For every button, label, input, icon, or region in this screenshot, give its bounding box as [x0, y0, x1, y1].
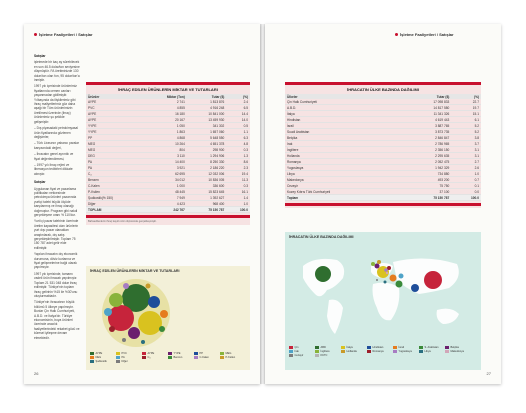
table-cell: PP: [86, 135, 143, 141]
table-cell: 1 942 329: [402, 165, 451, 171]
legend-item: [315, 354, 337, 357]
right-page-header: [395, 32, 454, 37]
table-cell: Makedonya: [285, 177, 402, 183]
table-cell: 2 186 220: [187, 165, 226, 171]
table-cell: 0.5: [226, 123, 250, 129]
legend-label: Hollanda: [346, 350, 357, 353]
table-cell: 4 868: [143, 135, 187, 141]
legend-item: [90, 352, 112, 355]
table-cell: Hollanda: [285, 153, 402, 159]
left-body-text: [34, 50, 80, 342]
table-bottom-bar: [86, 215, 250, 218]
legend-label: Hindistan: [372, 346, 384, 349]
legend-item: [341, 346, 363, 349]
table-cell: Belçika: [285, 135, 402, 141]
table-cell: 0.0: [451, 189, 481, 195]
table-cell: 75 750: [402, 183, 451, 189]
table-cell: 3 873 735: [402, 129, 451, 135]
table-cell: 0.3: [226, 183, 250, 189]
table-cell: AYPE: [86, 117, 143, 123]
legend-swatch: [90, 352, 94, 355]
legend-label: Irak: [294, 350, 299, 353]
left-page: [24, 24, 260, 384]
marker-usa: [315, 266, 331, 282]
legend-label: Benzen: [173, 356, 183, 359]
table-cell: 336 600: [187, 183, 226, 189]
table-cell: 2.7: [451, 159, 481, 165]
legend-swatch: [116, 352, 120, 355]
legend-label: Libya: [424, 350, 431, 353]
table-cell: 2.3: [226, 165, 250, 171]
table-cell: 17 098 833: [402, 99, 451, 105]
table-cell: 1 000: [143, 183, 187, 189]
paragraph: işletmede bir kaç ay sürebilecek en son 46.5 dolar/ton seviyesine düşmüştür. FA üretiminizde 130 dolar/ton olan fon, 95 dolar/ton'a inmiştir.: [34, 60, 80, 83]
table-cell: 100.0: [451, 195, 481, 201]
legend-swatch: [315, 354, 319, 357]
table-cell: İsrail: [285, 123, 402, 129]
table-cell: PVC: [86, 105, 143, 111]
legend-swatch: [367, 350, 371, 353]
legend-item: [194, 356, 216, 359]
legend-swatch: [220, 352, 224, 355]
legend-label: KKTC: [320, 354, 328, 357]
table-cell: 4 651 378: [187, 141, 226, 147]
legend-swatch: [168, 352, 172, 355]
table-cell: A.B.D.: [285, 105, 402, 111]
bubble: [122, 338, 126, 342]
legend-label: YYPE: [173, 352, 181, 355]
paragraph: 1997 yılı içerisinde ürünlerimiz fiyatlarında cemen canları yaşanmadan gidilmiştir. Yılbaşında da ilişkilerimiz gibi ihraç maliyetlerimiz göz daha aşağı bir Tüm ürünlerimizin üretilmesi üzerinde (ihraç) ürünlerimiz şu şekilde gelişmiştir:: [34, 84, 77, 124]
legend-swatch: [90, 360, 94, 363]
table-cell: 3 887 765: [402, 123, 451, 129]
legend-label: MEG: [225, 352, 232, 355]
col-header: Miktar (Ton): [143, 94, 187, 99]
legend-label: Romanya: [372, 350, 384, 353]
table-cell: 1 050: [143, 123, 187, 129]
table-cell: 37 100: [402, 189, 451, 195]
bubble-chart-title: İHRAÇ EDİLEN ÜRÜNLERİN MİKTAR VE TUTARLARI: [90, 269, 180, 273]
country-table: [285, 94, 481, 201]
table-cell: 10 836 005: [187, 177, 226, 183]
table-cell: 2 052 475: [402, 159, 451, 165]
paragraph: – İhracatın genel ayrıntılı ve fiyat değerlendirmesi,: [34, 152, 74, 161]
legend-label: İsrail: [398, 346, 404, 349]
legend-item: [90, 356, 112, 359]
legend-item: [289, 354, 311, 357]
table-cell: 2 786 965: [402, 141, 451, 147]
table-cell: 6.5: [226, 105, 250, 111]
table-cell: AYPE: [86, 111, 143, 117]
legend-item: [367, 346, 389, 349]
marker-algeria: [376, 279, 378, 281]
legend-swatch: [116, 360, 120, 363]
legend-label: Belçika: [450, 346, 459, 349]
table-cell: 0.1: [451, 183, 481, 189]
table-cell: 1.0: [226, 201, 250, 207]
legend-item: [315, 346, 337, 349]
table-cell: İngiltere: [285, 147, 402, 153]
legend-label: PVC: [121, 352, 127, 355]
right-page-number: 27: [486, 371, 491, 376]
legend-swatch: [90, 356, 94, 359]
table-cell: 2 741: [143, 99, 187, 105]
africa-shape: [373, 283, 400, 321]
paragraph: – Dış piyasadaki petrokimyasal ürün fiyatlarında gözlenen değişimler,: [34, 126, 78, 139]
table-cell: 2 295 635: [402, 153, 451, 159]
table-cell: C₄: [86, 171, 143, 177]
bubble-chart: [86, 276, 250, 350]
marker-macedonia: [386, 272, 388, 274]
legend-item: [315, 350, 337, 353]
paragraph: – Türk Lirasının yabancı paralar karşısındaki değeri,: [34, 141, 79, 150]
table-cell: 298 900: [187, 147, 226, 153]
table-cell: 4 916 248: [187, 105, 226, 111]
table-cell: 20 167: [143, 117, 187, 123]
table-cell: 48 445: [143, 189, 187, 195]
col-header: Tutar ($): [402, 94, 451, 99]
table-cell: 3.7: [451, 141, 481, 147]
legend-item: [419, 346, 441, 349]
country-table-title: İHRACATIN ÜLKE BAZINDA DAĞILIMI: [347, 87, 419, 92]
table-cell: 10 264: [143, 141, 187, 147]
marker-uk: [371, 262, 375, 266]
legend-label: Çin: [294, 346, 299, 349]
bubble: [128, 327, 140, 339]
marker-china: [424, 271, 442, 289]
table-cell: Romanya: [285, 159, 402, 165]
legend-label: S. Arabistan: [424, 346, 439, 349]
bubble: [109, 293, 123, 307]
table-cell: 734 880: [402, 171, 451, 177]
legend-swatch: [367, 346, 371, 349]
col-header: Ürünler: [86, 94, 143, 99]
legend-label: P-Ksilen: [225, 356, 236, 359]
table-cell: MEG: [86, 141, 143, 147]
legend-swatch: [142, 352, 146, 355]
legend-item: [445, 346, 467, 349]
table-cell: 2 846 847: [402, 135, 451, 141]
table-cell: 1 294 906: [187, 153, 226, 159]
table-cell: 1 813 876: [187, 99, 226, 105]
legend-label: Şudkostik: [95, 360, 107, 363]
paragraph: 1997 yılı içerisinde, tamamı vadeli ürün ihracatı yapılmıştır. Toplam 21 531 048 dolar ihraç edilmiştir. Türkiye'nin toplam ihraç gelirinin %15 ile %30'unu oluşturmaktadır.: [34, 271, 78, 298]
marker-israel: [390, 275, 397, 282]
legend-item: [142, 356, 164, 359]
bubble: [141, 340, 145, 344]
table-cell: 3.1: [451, 153, 481, 159]
col-header: Tutar ($): [187, 94, 226, 99]
legend-item: [393, 346, 415, 349]
table-cell: YYPE: [86, 129, 143, 135]
marker-netherlands: [377, 260, 381, 264]
legend-item: [445, 350, 467, 353]
export-table: [86, 94, 250, 213]
legend-swatch: [445, 346, 449, 349]
paragraph: – 1997 yılı ihraç rejimi ve liberasyon tedbirleri dikkate alınıştır.: [34, 162, 73, 176]
table-cell: 968 400: [187, 201, 226, 207]
table-cell: C-Kalen: [86, 183, 143, 189]
table-cell: 100.0: [226, 207, 250, 213]
legend-item: [116, 360, 138, 363]
left-page-number: 26: [34, 371, 39, 376]
table-cell: Diğer: [86, 201, 143, 207]
table-cell: 14.4: [226, 111, 250, 117]
legend-item: [142, 352, 164, 355]
table-cell: 1.4: [226, 195, 250, 201]
marker-saudi: [396, 281, 403, 288]
table-cell: TOPLAM: [86, 207, 143, 213]
table-cell: MEG: [86, 147, 143, 153]
legend-label: AYPE: [95, 352, 103, 355]
legend-label: İtalya: [346, 346, 353, 349]
right-page: [265, 24, 501, 384]
map-legend: [289, 346, 479, 357]
table-cell: DEG: [86, 153, 143, 159]
table-cell: 22.7: [451, 99, 481, 105]
legend-label: Yugoslavya: [398, 350, 412, 353]
table-cell: 0.3: [226, 147, 250, 153]
table-cell: Şudkostik(% 150): [86, 195, 143, 201]
table-total-row: [285, 195, 481, 201]
legend-swatch: [315, 346, 319, 349]
table-cell: 4 855: [143, 105, 187, 111]
left-page-header: [34, 32, 93, 37]
table-cell: 2.6: [451, 165, 481, 171]
legend-item: [341, 350, 363, 353]
table-cell: 6.1: [451, 117, 481, 123]
country-table-block: [285, 82, 481, 208]
south-america-shape: [327, 300, 343, 334]
table-cell: Toplam: [285, 195, 402, 201]
legend-item: [116, 352, 138, 355]
table-cell: 3.8: [451, 135, 481, 141]
bubble-legend: [90, 352, 248, 363]
legend-label: PA: [121, 356, 125, 359]
table-cell: 2 356 150: [402, 147, 451, 153]
legend-swatch: [194, 356, 198, 359]
bubble: [138, 311, 162, 335]
table-cell: 804: [143, 147, 187, 153]
legend-label: AYPE: [147, 352, 155, 355]
legend-label: ABD: [320, 346, 326, 349]
table-cell: Libya: [285, 171, 402, 177]
legend-swatch: [315, 350, 319, 353]
table-cell: 15 823 645: [187, 189, 226, 195]
left-paragraphs-2: [34, 187, 80, 340]
bubble: [146, 284, 151, 289]
table-cell: 11 341 326: [402, 111, 451, 117]
bubble: [159, 326, 165, 332]
table-cell: Irak: [285, 141, 402, 147]
legend-swatch: [419, 346, 423, 349]
col-header: (%): [226, 94, 250, 99]
table-cell: 2.4: [226, 99, 250, 105]
bullet-icon: [34, 33, 37, 36]
table-cell: PA: [86, 165, 143, 171]
table-cell: 4.8: [226, 141, 250, 147]
table-cell: 5.2: [451, 129, 481, 135]
table-cell: Benzen: [86, 177, 143, 183]
table-cell: 16 180: [143, 111, 187, 117]
table-bottom-bar: [285, 203, 481, 206]
table-cell: 5 648 550: [187, 135, 226, 141]
table-cell: 19.4: [226, 171, 250, 177]
table-cell: 1.3: [226, 153, 250, 159]
export-table-title: İHRAÇ EDİLEN ÜRÜNLERİN MİKTAR VE TUTARLARI: [118, 87, 218, 92]
legend-swatch: [341, 346, 345, 349]
legend-swatch: [341, 350, 345, 353]
table-cell: 3 110: [143, 153, 187, 159]
legend-item: [220, 352, 242, 355]
bubble: [104, 308, 112, 316]
table-cell: 1 657 060: [187, 129, 226, 135]
col-header: Ülkeler: [285, 94, 402, 99]
legend-swatch: [289, 350, 293, 353]
legend-label: PP: [199, 352, 203, 355]
legend-item: [90, 360, 112, 363]
table-cell: 7 949: [143, 195, 187, 201]
legend-label: Makedonya: [450, 350, 464, 353]
legend-item: [367, 350, 389, 353]
table-cell: 19.7: [451, 105, 481, 111]
map-panel-title: İHRACATIN ÜLKE BAZINDA DAĞILIMI: [289, 235, 354, 239]
table-cell: 242 767: [143, 207, 187, 213]
table-cell: 5.2: [451, 123, 481, 129]
table-cell: 3 921: [143, 165, 187, 171]
marker-india: [411, 284, 419, 292]
table-cell: Kuzey Kıbrıs Türk Cumhuriyeti: [285, 189, 402, 195]
legend-swatch: [194, 352, 198, 355]
legend-swatch: [116, 356, 120, 359]
table-total-row: [86, 207, 250, 213]
world-map: [285, 244, 481, 344]
table-cell: 4 423: [143, 201, 187, 207]
table-cell: 493 200: [402, 177, 451, 183]
marker-belgium: [375, 264, 380, 269]
table-cell: Hindistan: [285, 117, 402, 123]
legend-label: C₄: [147, 356, 151, 359]
bubble: [148, 296, 160, 308]
table-cell: PA: [86, 159, 143, 165]
legend-item: [194, 352, 216, 355]
table-cell: 15.1: [451, 111, 481, 117]
export-table-note: Bahsedilenlerin ihraç kayıtlı ürün ölçüsünde gerçekleşmiştir.: [88, 220, 157, 224]
legend-label: Cezayir: [294, 354, 304, 357]
table-cell: 14.0: [226, 117, 250, 123]
table-cell: 341 302: [187, 123, 226, 129]
legend-label: İngiltere: [320, 350, 330, 353]
bullet-icon: [395, 33, 398, 36]
legend-swatch: [220, 356, 224, 359]
legend-item: [289, 346, 311, 349]
table-cell: 3.1: [451, 147, 481, 153]
bubble: [109, 326, 115, 332]
legend-item: [289, 350, 311, 353]
table-cell: 6.3: [226, 135, 250, 141]
table-cell: 8 250 330: [187, 159, 226, 165]
table-cell: AYPE: [86, 99, 143, 105]
legend-label: Diğer: [121, 360, 128, 363]
table-cell: 1.0: [451, 171, 481, 177]
table-cell: 13 459 930: [187, 117, 226, 123]
legend-item: [393, 350, 415, 353]
table-cell: 14 817 580: [402, 105, 451, 111]
table-cell: 12 032 006: [187, 171, 226, 177]
table-cell: 10 841 000: [187, 111, 226, 117]
table-cell: 75 150 787: [187, 207, 226, 213]
table-cell: 1.1: [226, 129, 250, 135]
legend-swatch: [393, 350, 397, 353]
table-cell: 62 695: [143, 171, 187, 177]
legend-item: [168, 356, 190, 359]
table-cell: 8.6: [226, 159, 250, 165]
table-cell: 16.1: [226, 189, 250, 195]
legend-label: DEG: [95, 356, 102, 359]
table-cell: 4 619 443: [402, 117, 451, 123]
paragraph: Yurt içi pazar talebinin üzerinde üretim kapasitesi olan ürünlerin yurt dışı pazar olanakları araştırılarak, dış satış gerçekleştirilmiştir. Toplam 75 150 787 adet gelir elde edilmiştir.: [34, 219, 79, 250]
table-cell: 34 012: [143, 177, 187, 183]
marker-libya: [384, 281, 387, 284]
legend-swatch: [419, 350, 423, 353]
legend-label: C-Kalen: [199, 356, 209, 359]
bubble: [123, 283, 129, 289]
table-cell: 1 392 627: [187, 195, 226, 201]
left-paragraphs: [34, 60, 80, 176]
legend-swatch: [168, 356, 172, 359]
legend-swatch: [393, 346, 397, 349]
table-cell: 75 150 787: [402, 195, 451, 201]
legend-item: [419, 350, 441, 353]
paragraph: Yapılan ihracatın dış ekonomik durumuna, döviz kurlarına ve fiyat gelişmelerine bağlı olarak yapılmıştır.: [34, 252, 78, 270]
legend-item: [220, 356, 242, 359]
table-cell: 14 400: [143, 159, 187, 165]
marker-iraq: [399, 274, 404, 279]
paragraph: Uygulanan fiyat ve pazarlama politikaları neticesinde petrokimya ürünleri pazarında yurtiçi talebi büyük ölçüde karşılanmış ve ihraç olanağı doğmuştur. Program gibi nakdi gerçekleşme oranı % 110'dur.: [34, 186, 78, 217]
section-title-2: Satışlar: [34, 180, 46, 185]
table-cell: YYPE: [86, 123, 143, 129]
bubble: [160, 310, 168, 318]
export-table-block: [86, 82, 250, 225]
legend-item: [168, 352, 190, 355]
bubble-chart-panel: [86, 266, 250, 370]
paragraph: Türkiye'nin ihracatının büyük bölümü 5 ülkeye yapılmıştır. Bunlar Çin Halk Cumhuriyeti, A.B.D. ve İtalya'dır. Türkiye ekonomisinin, boya ürünleri üzerinde aracılık faaliyetlerindeki rekabet gücü ve küresel iyileşme devam etmektedir.: [34, 300, 80, 340]
table-cell: P-Ksilen: [86, 189, 143, 195]
marker-yugoslavia: [384, 268, 388, 272]
legend-swatch: [142, 356, 146, 359]
right-header-text: İşletme Faaliyetleri / Satışlar: [400, 32, 454, 37]
australia-shape: [437, 309, 459, 324]
legend-item: [116, 356, 138, 359]
legend-swatch: [289, 346, 293, 349]
table-cell: İtalya: [285, 111, 402, 117]
legend-swatch: [289, 354, 293, 357]
table-cell: Suudi Arabistan: [285, 129, 402, 135]
table-cell: Çin Halk Cumhuriyeti: [285, 99, 402, 105]
col-header: (%): [451, 94, 481, 99]
table-cell: 11.3: [226, 177, 250, 183]
legend-swatch: [445, 350, 449, 353]
table-cell: 0.7: [451, 177, 481, 183]
table-cell: Yugoslavya: [285, 165, 402, 171]
map-panel: [285, 232, 481, 370]
table-cell: 1 863: [143, 129, 187, 135]
table-cell: Cezayir: [285, 183, 402, 189]
left-header-text: İşletme Faaliyetleri / Satışlar: [39, 32, 93, 37]
section-title: Satışlar: [34, 54, 46, 58]
